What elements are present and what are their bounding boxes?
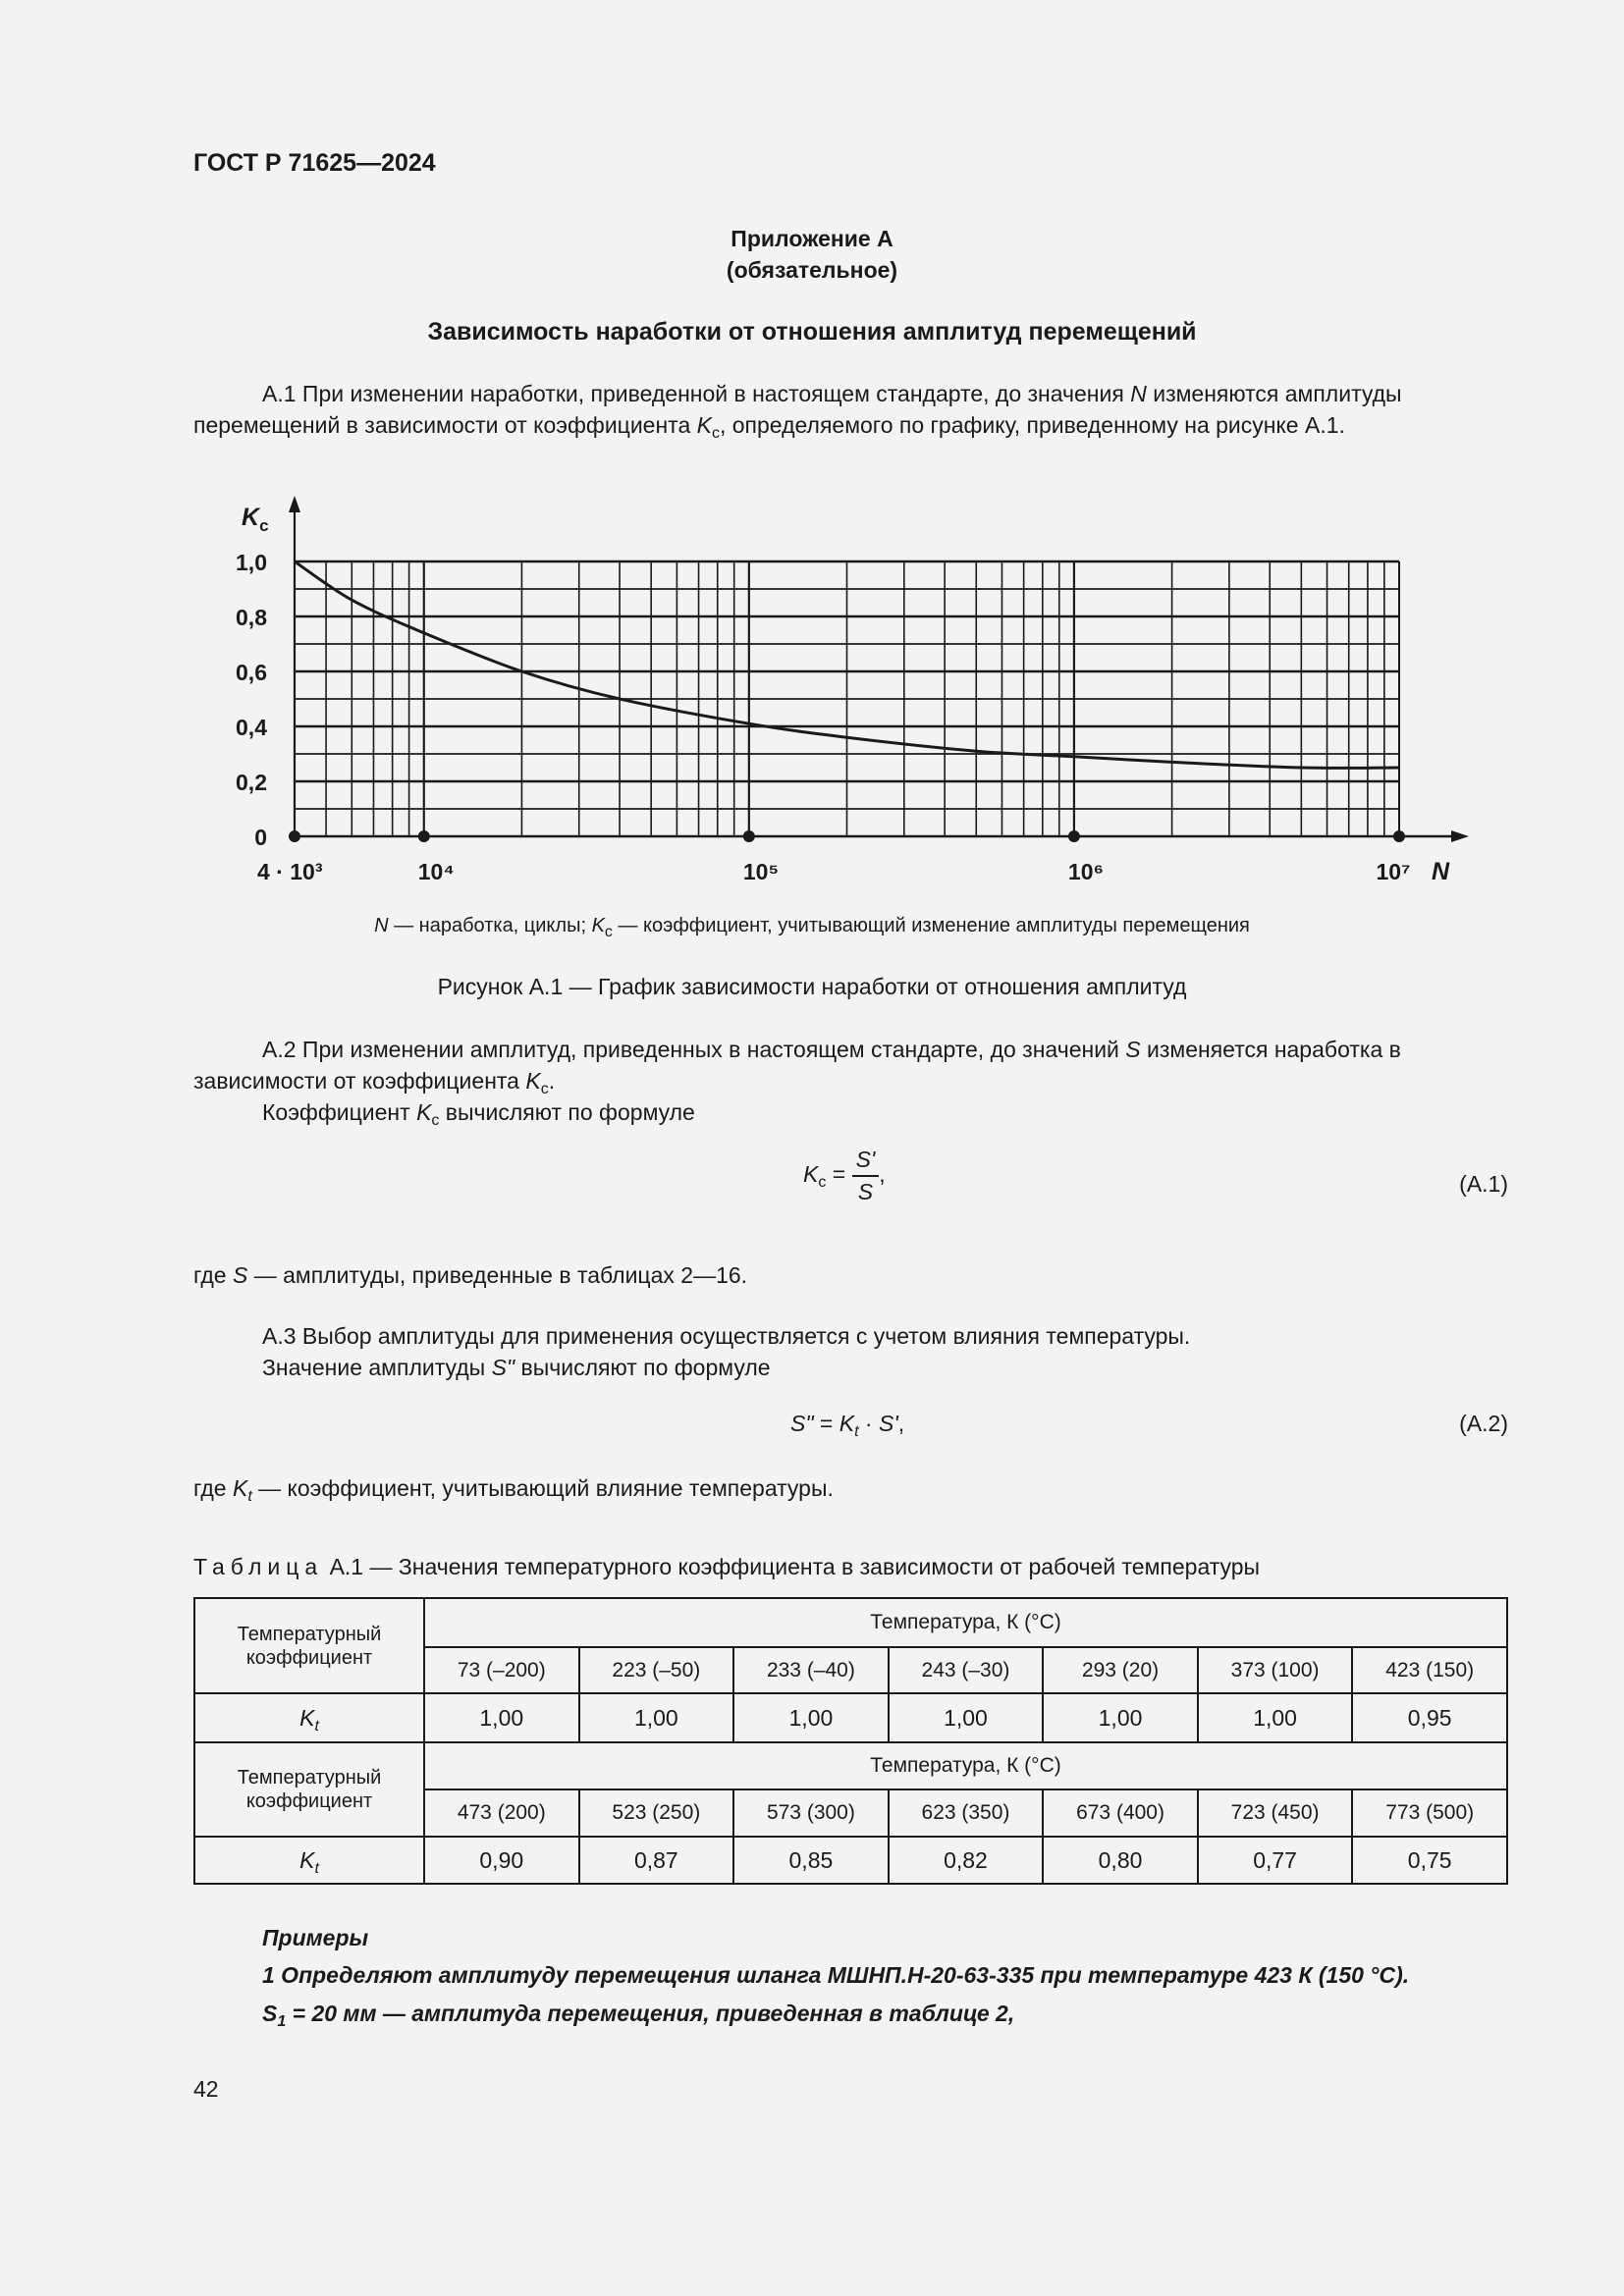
paragraph-a3-formula-intro: Значение амплитуды S" вычисляют по формуле: [262, 1355, 771, 1380]
table-row: [194, 1742, 1507, 1789]
y-tick-label: 0: [254, 825, 267, 850]
y-tick-label: 0,4: [236, 715, 267, 740]
x-tick-label: 4 · 10³: [257, 859, 323, 884]
example-1-amplitude-line: $S_1 = 20$ мм — амплитуда перемещения, приведенная в таблице 2,: [262, 2001, 1015, 2030]
kt-value-cell: 1,00: [579, 1693, 734, 1742]
x-tick-label: 10⁴: [417, 859, 455, 884]
temp-cell: 373 (100): [1198, 1647, 1353, 1693]
kt-value-cell: 0,85: [733, 1837, 889, 1884]
document-code: ГОСТ Р 71625—2024: [193, 149, 436, 177]
x-tick-label: 10⁷: [1376, 859, 1411, 884]
kt-value-cell: 0,87: [579, 1837, 734, 1884]
y-axis-arrow: [289, 496, 300, 512]
temp-cell: 233 (–40): [733, 1647, 889, 1693]
equation-a2-number: (А.2): [1459, 1411, 1508, 1436]
kt-label-cell: $K_t$: [194, 1693, 424, 1742]
example-1-line: 1 Определяют амплитуду перемещения шланга МШНП.Н-20-63-335 при температуре 423 К (150 °С).: [262, 1962, 1410, 1988]
equation-a1-number: (А.1): [1459, 1171, 1508, 1197]
table-title: Таблица А.1 — Значения температурного коэффициента в зависимости от рабочей температуры: [193, 1554, 1261, 1579]
paragraph-a3: А.3 Выбор амплитуды для применения осуществляется с учетом влияния температуры.: [262, 1323, 1191, 1349]
temp-cell: 723 (450): [1198, 1789, 1353, 1837]
kt-value-cell: 1,00: [1198, 1693, 1353, 1742]
temp-cell: 473 (200): [424, 1789, 579, 1837]
section-heading: Зависимость наработки от отношения амплитуд перемещений: [427, 318, 1197, 346]
temp-cell: 623 (350): [889, 1789, 1044, 1837]
temp-cell: 423 (150): [1352, 1647, 1507, 1693]
y-tick-label: 0,8: [236, 605, 267, 630]
paragraph-a2: А.2 При изменении амплитуд, приведенных в настоящем стандарте, до значений S изменяется наработка в зависимости от коэффициента $K_с$.: [193, 1037, 1401, 1097]
x-tick-dot: [743, 830, 755, 842]
equation-a1: $K_с$ = $\frac{S'}{S}$ ,: [803, 1147, 886, 1204]
x-tick-dot: [289, 830, 300, 842]
group-header-cell: Температура, К (°С): [424, 1598, 1507, 1647]
temp-cell: 243 (–30): [889, 1647, 1044, 1693]
kt-value-cell: 1,00: [424, 1693, 579, 1742]
equation-a2: S" = $K_t \cdot S'$,: [790, 1411, 905, 1440]
kt-value-cell: 1,00: [1043, 1693, 1198, 1742]
x-tick-label: 10⁵: [742, 859, 780, 884]
kt-value-cell: 0,82: [889, 1837, 1044, 1884]
kt-value-cell: 0,95: [1352, 1693, 1507, 1742]
examples-title: Примеры: [262, 1925, 369, 1950]
y-axis-label: $K_с$: [242, 504, 269, 535]
x-tick-label: 10⁶: [1067, 859, 1105, 884]
y-tick-label: 0,6: [236, 660, 267, 685]
group-header-cell: Температура, К (°С): [424, 1742, 1507, 1789]
y-tick-label: 0,2: [236, 770, 267, 795]
figure-caption: Рисунок А.1 — График зависимости наработки от отношения амплитуд: [437, 974, 1187, 999]
temp-cell: 523 (250): [579, 1789, 734, 1837]
temp-cell: 73 (–200): [424, 1647, 579, 1693]
kc-vs-n-chart: [0, 481, 1624, 913]
kt-value-cell: 1,00: [733, 1693, 889, 1742]
x-tick-dot: [418, 830, 430, 842]
kt-value-cell: 0,77: [1198, 1837, 1353, 1884]
appendix-title: Приложение А: [731, 226, 893, 251]
kt-label-cell: $K_t$: [194, 1837, 424, 1884]
temperature-coefficient-table: [193, 1597, 1508, 1885]
paragraph-a2-formula-intro: Коэффициент $K_с$ вычисляют по формуле: [262, 1099, 695, 1129]
temp-cell: 773 (500): [1352, 1789, 1507, 1837]
kt-value-cell: 0,75: [1352, 1837, 1507, 1884]
table-row: [194, 1693, 1507, 1742]
table-row: [194, 1598, 1507, 1647]
kt-value-cell: 0,80: [1043, 1837, 1198, 1884]
x-axis-arrow: [1451, 830, 1469, 842]
page-number: 42: [193, 2076, 219, 2102]
row-header-cell: Температурный коэффициент: [194, 1598, 424, 1693]
kt-value-cell: 0,90: [424, 1837, 579, 1884]
where-s-text: где S — амплитуды, приведенные в таблицах 2—16.: [193, 1262, 748, 1288]
appendix-status: (обязательное): [726, 257, 898, 283]
temp-cell: 223 (–50): [579, 1647, 734, 1693]
temp-cell: 673 (400): [1043, 1789, 1198, 1837]
table-row: [194, 1837, 1507, 1884]
x-tick-dot: [1068, 830, 1080, 842]
where-kt-text: где $K_t$ — коэффициент, учитывающий влияние температуры.: [193, 1475, 834, 1505]
paragraph-a1: А.1 При изменении наработки, приведенной в настоящем стандарте, до значения N изменяются амплитуды перемещений в зависимости от коэффициента $K_с$, определяемого по графику, приведенному на рисунке А.1.: [193, 381, 1402, 442]
x-tick-dot: [1393, 830, 1405, 842]
temp-cell: 573 (300): [733, 1789, 889, 1837]
figure-legend: N — наработка, циклы; $K_с$ — коэффициент, учитывающий изменение амплитуды перемещения: [374, 915, 1250, 940]
y-tick-label: 1,0: [236, 550, 267, 575]
temp-cell: 293 (20): [1043, 1647, 1198, 1693]
row-header-cell: Температурный коэффициент: [194, 1742, 424, 1837]
x-axis-label: N: [1432, 858, 1450, 885]
kt-value-cell: 1,00: [889, 1693, 1044, 1742]
